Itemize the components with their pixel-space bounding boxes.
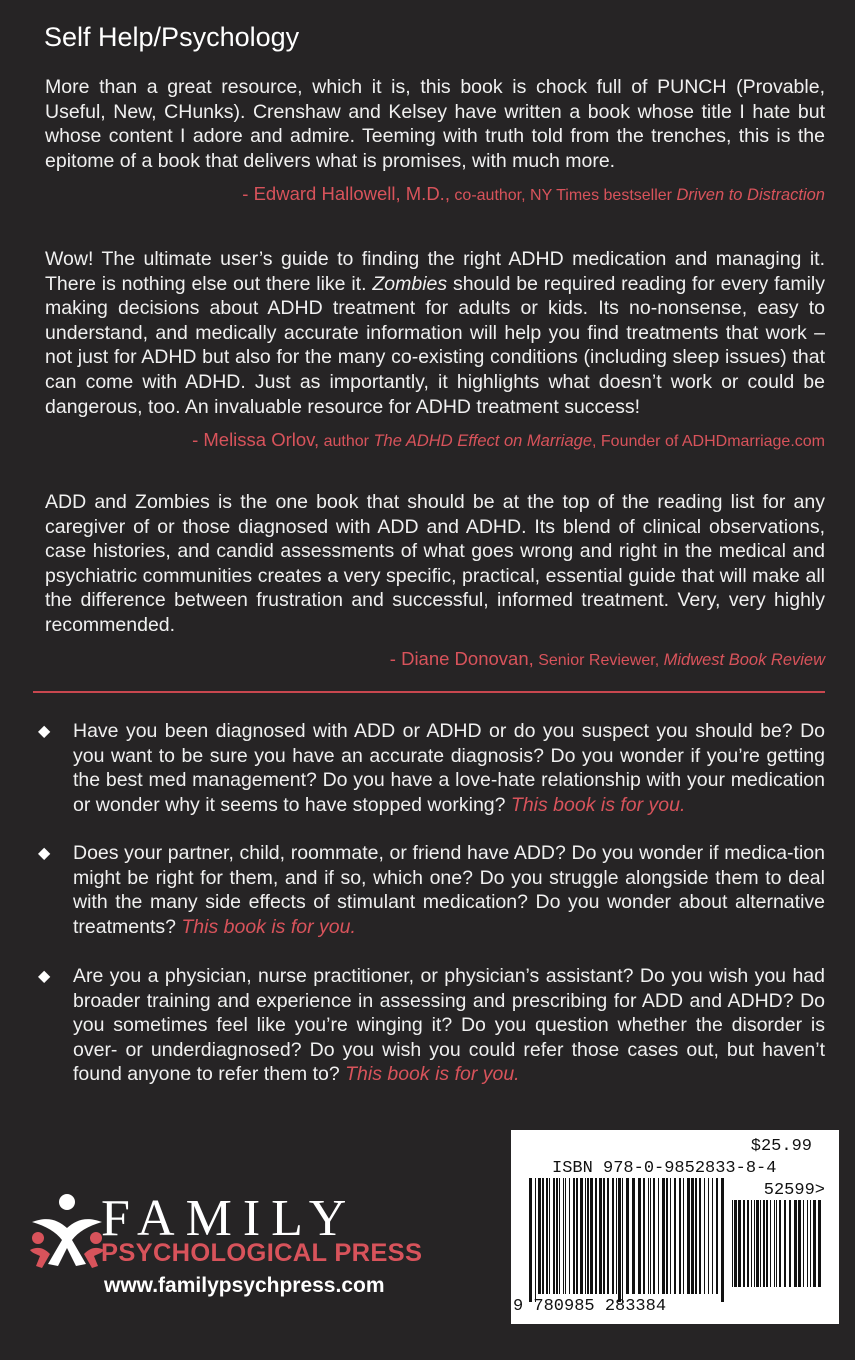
barcode-bar	[638, 1178, 641, 1294]
reviewer-name: - Edward Hallowell, M.D.,	[242, 183, 450, 205]
barcode-bar	[763, 1200, 765, 1287]
review-attribution	[45, 429, 825, 451]
barcode-bar	[774, 1200, 775, 1287]
barcode-bar	[798, 1200, 801, 1287]
reviewer-work: Midwest Book Review	[663, 650, 825, 669]
barcode-bar	[580, 1178, 583, 1294]
barcode-bar	[658, 1178, 659, 1294]
barcode-bar	[553, 1178, 555, 1294]
bullet-tagline: This book is for you.	[181, 915, 356, 938]
barcode-digits: 9 780985 283384	[513, 1297, 667, 1316]
barcode-bar	[743, 1200, 745, 1287]
barcode-bar	[789, 1200, 791, 1287]
barcode-bar	[670, 1178, 671, 1294]
review-text: ADD and Zombies is the one book that should be at the top of the reading list for any caregiver of or those diagnosed with ADD and ADHD. Its blend of clinical observations, case histories, and candid assessments of what goes wrong and right in the medical and psychiatric communities creates a very specific, practical, essential guide that will make all the difference between frustration and successful, informed treatment. Very, very highly recommended.	[45, 491, 825, 636]
bullet-item	[34, 719, 825, 817]
review-text: Wow! The ultimate user’s guide to finding the right ADHD medication and managing it. There is nothing else out there like it. Zombies should be required reading for every family making decisions about ADHD treatment for adults or kids. Its no-nonsense, easy to understand, and medically accurate information will help you find treatments that work – not just for ADHD but also for the many co-existing conditions (including sleep issues) that can come with ADHD. Just as importantly, it highlights what doesn’t work or could be dangerous, too. An invaluable resource for ADHD treatment success!	[45, 248, 825, 418]
barcode-bar	[535, 1178, 536, 1302]
barcode-bar	[546, 1178, 548, 1294]
barcode-bar	[607, 1178, 609, 1294]
review-attribution	[45, 183, 825, 205]
barcode-bar	[687, 1178, 690, 1294]
barcode-bar	[784, 1200, 786, 1287]
barcode-bar	[599, 1178, 602, 1294]
section-divider	[33, 691, 825, 693]
barcode-bar	[559, 1178, 560, 1294]
reviewer-work: Driven to Distraction	[676, 186, 825, 205]
reviewer-extra: , Founder of ADHDmarriage.com	[592, 433, 825, 451]
review-donovan	[45, 490, 825, 670]
barcode-bar	[818, 1200, 821, 1287]
barcode-bar	[576, 1178, 578, 1294]
barcode-bar	[653, 1178, 655, 1294]
barcode-bar	[662, 1178, 665, 1294]
barcode-bar	[632, 1178, 635, 1294]
barcode-bar	[810, 1200, 811, 1287]
diamond-bullet-icon: ◆	[38, 845, 51, 862]
barcode-bar	[770, 1200, 771, 1287]
barcode-bar	[691, 1178, 694, 1294]
reviewer-name: - Diane Donovan,	[389, 647, 534, 669]
barcode-bar	[542, 1178, 544, 1294]
barcode-bar	[563, 1178, 564, 1294]
price-label: $25.99	[750, 1137, 812, 1156]
review-hallowell	[45, 75, 825, 205]
barcode-bar	[704, 1178, 705, 1294]
barcode-bars	[529, 1178, 725, 1302]
barcode-bar	[754, 1200, 755, 1287]
diamond-bullet-icon: ◆	[38, 968, 51, 985]
barcode-bar	[683, 1178, 684, 1294]
barcode-bar	[760, 1200, 761, 1287]
isbn-label: ISBN 978-0-9852833-8-4	[552, 1159, 777, 1178]
family-figures-icon	[28, 1192, 106, 1270]
barcode-bar	[648, 1178, 649, 1294]
barcode-bar	[776, 1200, 777, 1287]
barcode-bar	[756, 1200, 759, 1287]
reviewer-work: The ADHD Effect on Marriage	[373, 432, 593, 451]
category-label: Self Help/Psychology	[44, 22, 300, 52]
barcode-bar	[679, 1178, 681, 1294]
barcode-bar	[587, 1178, 589, 1294]
bullet-item	[34, 964, 825, 1087]
barcode-bar	[674, 1178, 676, 1294]
barcode-bar	[666, 1178, 668, 1294]
reviewer-role: author	[319, 433, 374, 451]
barcode-bar	[766, 1200, 768, 1287]
barcode-bar	[538, 1178, 541, 1294]
barcode-bar	[650, 1178, 651, 1294]
bullet-text: Have you been diagnosed with ADD or ADHD or do you suspect you should be? Do you want to be sure you have an accurate diagnosis? Do you wonder if you’re getting the best med management? Do you have a love-hate relationship with your medication or wonder why it seems to have stopped working? This book is for you.	[73, 720, 825, 816]
barcode-bar	[747, 1200, 749, 1287]
barcode-bar	[738, 1200, 741, 1287]
bullet-tagline: This book is for you.	[345, 1063, 520, 1086]
barcode-bar	[751, 1200, 752, 1287]
barcode-bar	[622, 1178, 623, 1302]
publisher-wordmark: FAMILY	[101, 1190, 358, 1247]
bullet-tagline: This book is for you.	[510, 793, 686, 816]
barcode-bar	[618, 1178, 621, 1302]
reviewer-role: Senior Reviewer,	[533, 651, 664, 669]
review-text: More than a great resource, which it is, this book is chock full of PUNCH (Provable, Useful, New, CHunks). Crenshaw and Kelsey have written a book whose title I hate but whose content I adore and admire. Teeming with truth told from the trenches, this is the epitome of a book that delivers what is promises, with much more.	[45, 76, 825, 172]
publisher-logo	[28, 1188, 468, 1308]
barcode-bar	[712, 1178, 713, 1294]
barcode-bar	[779, 1200, 781, 1287]
barcode-bar	[616, 1178, 617, 1294]
barcode-bar	[569, 1178, 570, 1294]
barcode-bar	[708, 1178, 709, 1294]
barcode-bar	[549, 1178, 550, 1294]
barcode-bar	[603, 1178, 605, 1294]
barcode-bar	[734, 1200, 737, 1287]
barcode-bar	[803, 1200, 804, 1287]
barcode-bar	[813, 1200, 816, 1287]
reviewer-role: co-author, NY Times bestseller	[449, 187, 677, 205]
barcode-bar	[573, 1178, 575, 1294]
barcode-bar	[716, 1178, 718, 1294]
bullet-item	[34, 841, 825, 939]
barcode-bar	[807, 1200, 808, 1287]
barcode-bar	[695, 1178, 697, 1294]
review-orlov	[45, 247, 825, 451]
reviewer-name: - Melissa Orlov,	[192, 429, 320, 451]
addon-code-label: 52599>	[763, 1181, 825, 1200]
barcode-bar	[643, 1178, 645, 1294]
barcode-bar	[590, 1178, 593, 1294]
barcode-bar	[556, 1178, 558, 1294]
review-attribution	[45, 648, 825, 670]
publisher-subtitle: PSYCHOLOGICAL PRESS	[101, 1239, 423, 1267]
barcode-bar	[565, 1178, 566, 1294]
isbn-barcode	[511, 1130, 839, 1324]
barcode-bar	[699, 1178, 701, 1294]
publisher-url: www.familypsychpress.com	[104, 1274, 385, 1297]
diamond-bullet-icon: ◆	[38, 723, 51, 740]
barcode-bar	[626, 1178, 629, 1294]
barcode-bar	[529, 1178, 532, 1302]
barcode-bar	[794, 1200, 797, 1287]
bullet-text: Are you a physician, nurse practitioner, or physician’s assistant? Do you wish you had broader training and experience in assessing and prescribing for ADD and ADHD? Do you sometimes feel like you’re winging it? Do you question whether the disorder is over- or underdiagnosed? Do you wish you could refer those cases out, but haven’t found anyone to refer them to? This book is for you.	[73, 965, 825, 1086]
addon-barcode-bars	[732, 1200, 824, 1295]
barcode-bar	[732, 1200, 733, 1287]
barcode-bar	[595, 1178, 597, 1294]
barcode-bar	[612, 1178, 614, 1294]
bullet-text: Does your partner, child, roommate, or friend have ADD? Do you wonder if medica-tion might be right for them, and if so, which one? Do you struggle alongside them to deal with the many side effects of stimulant medication? Do you wonder about alternative treatments? This book is for you.	[73, 842, 825, 938]
barcode-bar	[721, 1178, 724, 1302]
barcode-bar	[585, 1178, 586, 1294]
